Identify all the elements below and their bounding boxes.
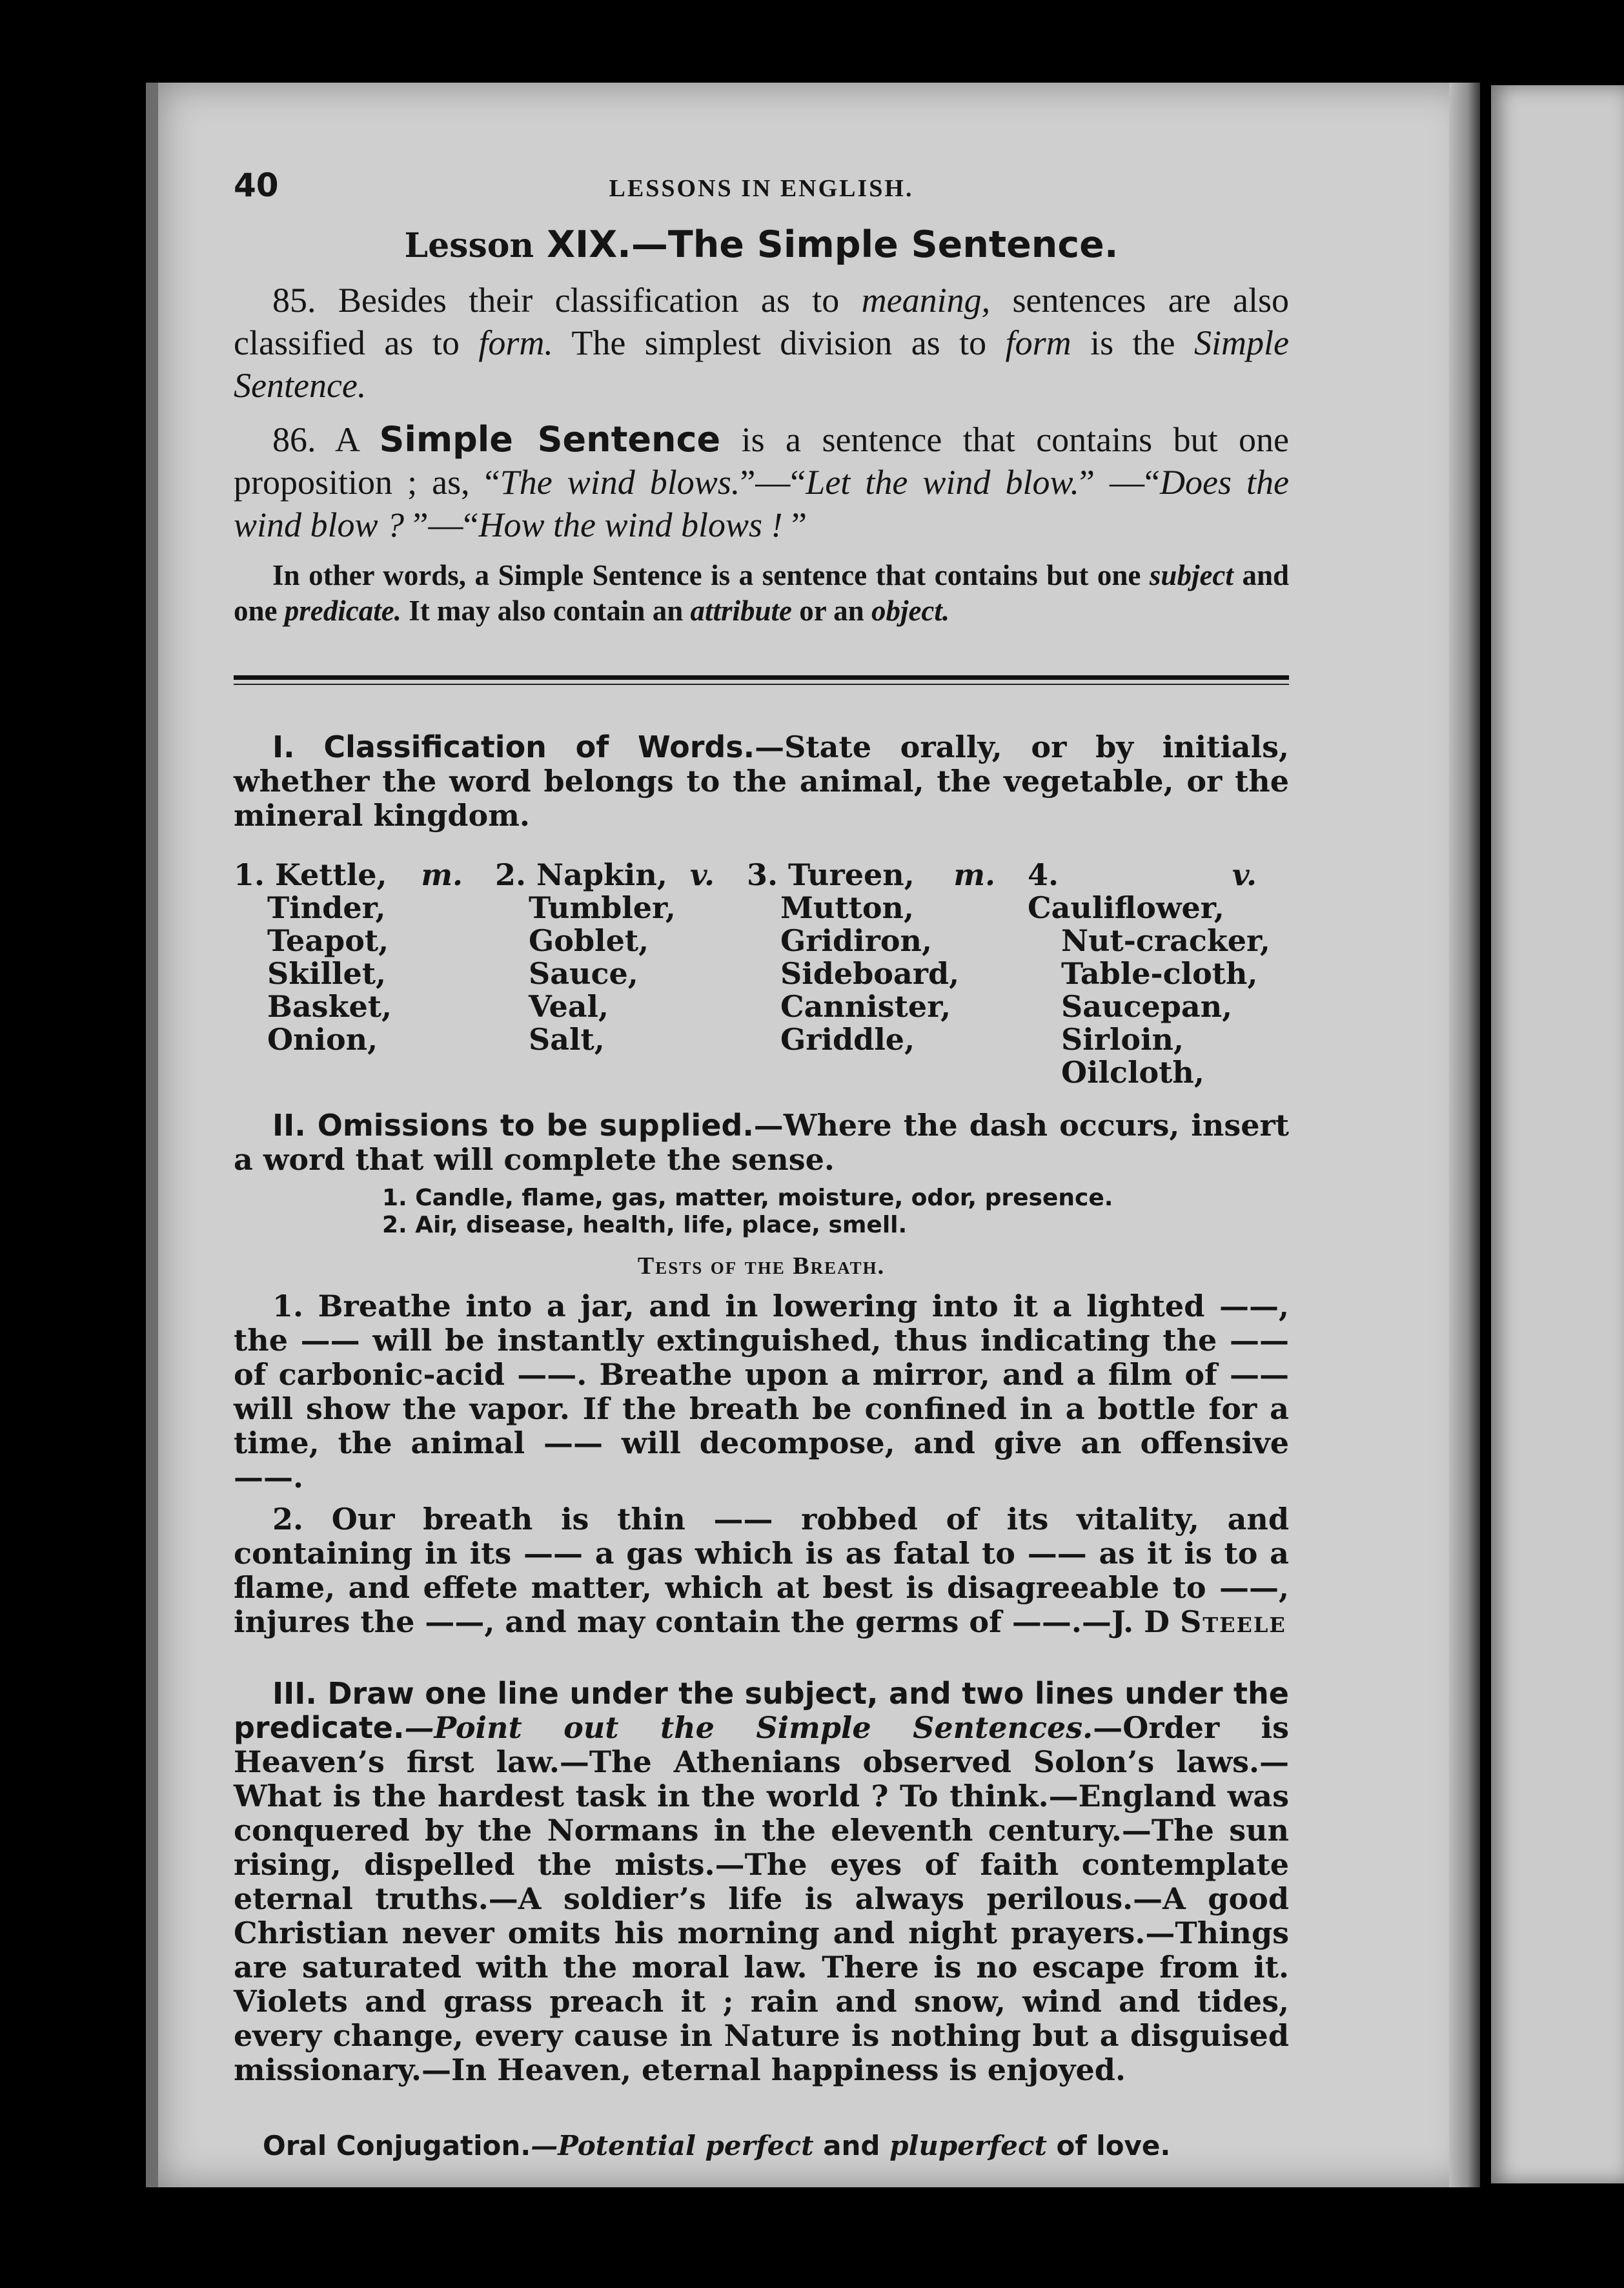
- tests-subheading: Tests of the Breath.: [637, 1252, 886, 1280]
- page-gutter: [1449, 83, 1480, 2187]
- word-column-1: 1. Kettle, m. Tinder, Teapot, Skillet, Basket, Onion,: [234, 857, 463, 1057]
- term-simple-sentence: Simple Sentence: [379, 419, 721, 460]
- tests-paragraph-1: 1. Breathe into a jar, and in lowering into it a lighted ——, the —— will be instantly extinguished, thus indicating the —— of carbonic-acid ——. Breathe upon a mirror, and a film of —— will show the vapor. If the breath be confined in a bottle for a time, the animal —— will decompose, and give an offensive ——.: [234, 1289, 1289, 1495]
- exercise-3: III. Draw one line under the subject, and two lines under the predicate.—Point out the Simple Sentences.—Order is Heaven’s first law.—The Athenians observed Solon’s laws.—What is the hardest task in the world ? To think.—England was conquered by the Normans in the eleventh century.—The sun rising, dispelled the mists.—The eyes of faith contemplate eternal truths.—A soldier’s life is always perilous.—A good Christian never omits his morning and night prayers.—Things are saturated with the moral law. There is no escape from it. Violets and grass preach it ; rain and snow, wind and tides, every change, every cause in Nature is nothing but a disguised missionary.—In Heaven, eternal happiness is enjoyed.: [234, 1676, 1290, 2087]
- lesson-title: [234, 223, 1289, 266]
- word-column-3: 3. Tureen, m. Mutton, Gridiron, Sideboard, Cannister, Griddle,: [747, 857, 995, 1057]
- lesson-heading: XIX.—The Simple Sentence.: [547, 223, 1119, 266]
- divider-thick: [234, 675, 1289, 680]
- page-number: 40: [234, 167, 279, 204]
- running-title: LESSONS IN ENGLISH.: [609, 175, 914, 202]
- word-column-2: 2. Napkin, v. Tumbler, Goblet, Sauce, Veal, Salt,: [495, 857, 715, 1057]
- word-list-1: 1. Candle, flame, gas, matter, moisture, odor, presence.: [382, 1185, 1113, 1211]
- word-columns: [234, 859, 1289, 1089]
- paragraph-86: 86. A Simple Sentence is a sentence that contains but one proposition ; as, “The wind blows.”—“Let the wind blow.” —“Does the wind blow ? ”—“How the wind blows ! ”: [234, 419, 1290, 544]
- tests-paragraph-2: 2. Our breath is thin —— robbed of its vitality, and containing in its —— a gas which is as fatal to —— as it is to a flame, and effete matter, which at best is disagreeable to ——, injures the ——, and may contain the germs of ——.—J. D Steele: [234, 1502, 1289, 1639]
- paragraph-85: 85. Besides their classification as to meaning, sentences are also classified as to form. The simplest division as to form is the Simple Sentence.: [234, 281, 1290, 405]
- page-content: [234, 167, 1289, 2161]
- word-column-4: 4. Cauliflower, v. Nut-cracker, Table-cloth, Saucepan, Sirloin, Oilcloth,: [1028, 857, 1270, 1090]
- running-head: [234, 167, 1289, 212]
- author-name: Steele: [1180, 1604, 1286, 1639]
- exercise-1: I. Classification of Words.—State orally, or by initials, whether the word belongs to the animal, the vegetable, or the mineral kingdom.: [234, 730, 1289, 833]
- word-list-2: 2. Air, disease, health, life, place, smell.: [382, 1212, 908, 1238]
- note-paragraph: In other words, a Simple Sentence is a sentence that contains but one subject and one predicate. It may also contain an attribute or an object.: [234, 559, 1290, 627]
- lesson-word: Lesson: [404, 226, 534, 265]
- divider-thin: [234, 684, 1289, 685]
- facing-page-edge: [1491, 85, 1624, 2183]
- oral-conjugation: Oral Conjugation.—Potential perfect and pluperfect of love.: [263, 2130, 1171, 2161]
- exercise-2: II. Omissions to be supplied.—Where the dash occurs, insert a word that will complete the sense.: [234, 1108, 1289, 1177]
